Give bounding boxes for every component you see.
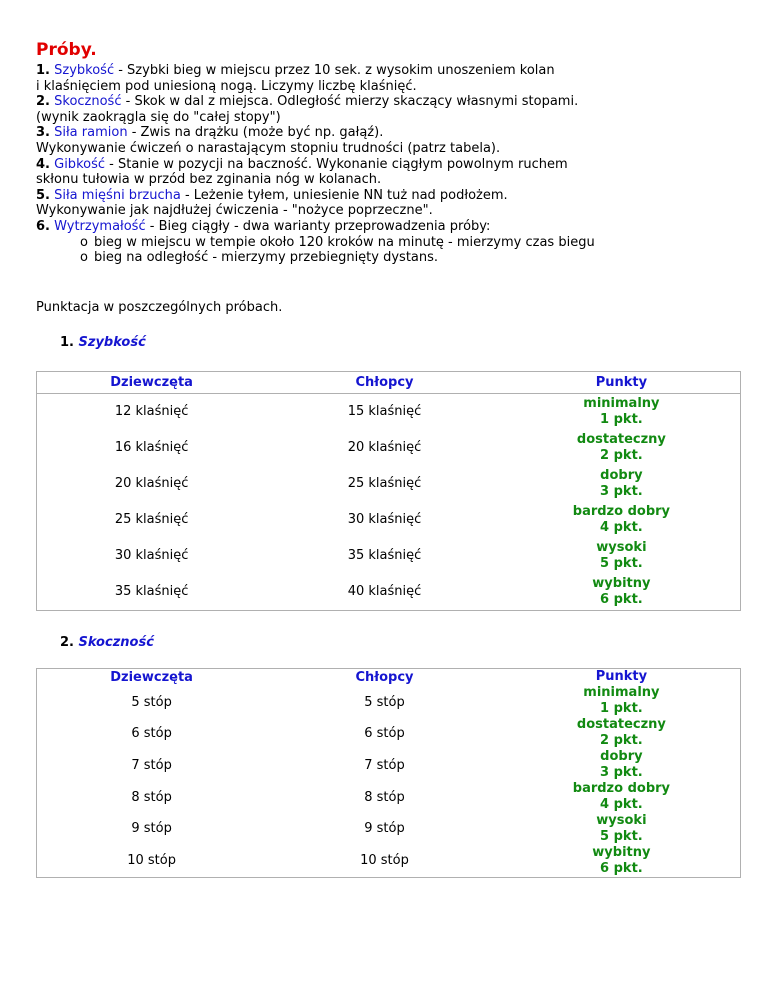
item-text-cont: skłonu tułowia w przód bez zginania nóg w kolanach. xyxy=(36,172,382,188)
section-name: Skoczność xyxy=(78,634,154,650)
boys-cell: 25 klaśnięć xyxy=(347,476,422,492)
column-header: Chłopcy xyxy=(266,371,503,393)
scores-table-szybkosc xyxy=(36,371,741,611)
item-text: - Skok w dal z miejsca. Odległość mierzy skaczący własnymi stopami. xyxy=(121,94,579,110)
points-level: wysoki xyxy=(596,812,647,828)
points-value: 2 pkt. xyxy=(600,447,643,463)
section-name: Szybkość xyxy=(78,335,146,351)
scores-table-skocznosc xyxy=(36,668,741,878)
item-text: - Szybki bieg w miejscu przez 10 sek. z wysokim unoszeniem kolan xyxy=(114,63,555,78)
variant-list xyxy=(36,235,736,266)
item-number: 6. xyxy=(36,218,50,234)
test-item xyxy=(36,157,736,188)
item-text-cont: Wykonywanie ćwiczeń o narastającym stopniu trudności (patrz tabela). xyxy=(36,140,501,156)
points-level: minimalny xyxy=(583,684,660,700)
points-level: dobry xyxy=(600,748,643,764)
points-value: 4 pkt. xyxy=(600,519,643,535)
boys-cell: 5 stóp xyxy=(364,694,405,710)
girls-cell: 5 stóp xyxy=(131,694,172,710)
points-cell xyxy=(503,393,741,430)
boys-cell: 15 klaśnięć xyxy=(347,404,422,420)
list-item xyxy=(80,250,736,266)
table-row xyxy=(37,393,741,430)
points-stack xyxy=(503,668,741,877)
points-level: bardzo dobry xyxy=(572,503,671,519)
item-number: 1. xyxy=(36,63,50,78)
item-link-skocznosc[interactable]: Skoczność xyxy=(54,94,122,110)
section-number: 1. xyxy=(60,335,74,351)
document-page xyxy=(36,40,736,878)
test-item xyxy=(36,219,736,235)
girls-cell: 6 stóp xyxy=(131,726,172,742)
test-list xyxy=(36,63,736,266)
table-row xyxy=(37,430,741,466)
list-item-text: bieg na odległość - mierzymy przebiegnięty dystans. xyxy=(94,250,439,266)
table-row xyxy=(37,668,741,687)
table-row xyxy=(37,502,741,538)
points-level: wysoki xyxy=(596,539,647,555)
test-item xyxy=(36,125,736,156)
boys-cell: 30 klaśnięć xyxy=(347,512,422,528)
points-value: 4 pkt. xyxy=(600,796,643,812)
bullet-icon: o xyxy=(80,234,88,250)
girls-cell: 10 stóp xyxy=(127,852,176,868)
column-header: Chłopcy xyxy=(355,669,414,685)
table-row xyxy=(37,538,741,574)
table-header-row xyxy=(37,371,741,393)
item-number: 4. xyxy=(36,156,50,172)
column-header: Punkty xyxy=(503,371,741,393)
points-level: dostateczny xyxy=(576,431,666,447)
girls-cell: 25 klaśnięć xyxy=(114,512,189,528)
item-text: - Zwis na drążku (może być np. gałąź). xyxy=(127,125,384,141)
item-link-gibkosc[interactable]: Gibkość xyxy=(54,156,106,172)
points-value: 1 pkt. xyxy=(600,700,643,716)
column-header: Dziewczęta xyxy=(37,371,267,393)
section-title xyxy=(60,635,736,651)
test-item xyxy=(36,63,736,94)
item-text: - Leżenie tyłem, uniesienie NN tuż nad podłożem. xyxy=(180,187,508,203)
girls-cell: 16 klaśnięć xyxy=(114,440,189,456)
points-level: wybitny xyxy=(592,844,651,860)
section-number: 2. xyxy=(60,634,74,650)
item-text-cont: Wykonywanie jak najdłużej ćwiczenia - "nożyce poprzeczne". xyxy=(36,203,433,219)
points-cell xyxy=(503,538,741,574)
points-value: 6 pkt. xyxy=(600,860,643,876)
girls-cell: 30 klaśnięć xyxy=(114,548,189,564)
item-text-cont: (wynik zaokrągla się do "całej stopy") xyxy=(36,109,281,125)
points-value: 3 pkt. xyxy=(600,483,643,499)
table-row xyxy=(37,574,741,611)
list-item-text: bieg w miejscu w tempie około 120 kroków na minutę - mierzymy czas biegu xyxy=(94,234,595,250)
item-link-wytrzymalosc[interactable]: Wytrzymałość xyxy=(54,218,146,234)
points-cell xyxy=(503,502,741,538)
item-number: 2. xyxy=(36,94,50,110)
boys-cell: 10 stóp xyxy=(360,852,409,868)
boys-cell: 7 stóp xyxy=(364,758,405,774)
points-value: 1 pkt. xyxy=(600,411,643,427)
girls-cell: 7 stóp xyxy=(131,758,172,774)
column-header: Punkty xyxy=(595,668,648,684)
points-cell xyxy=(503,574,741,611)
column-header: Dziewczęta xyxy=(110,669,193,685)
item-text: - Bieg ciągły - dwa warianty przeprowadzenia próby: xyxy=(145,218,491,234)
item-link-szybkosc[interactable]: Szybkość xyxy=(54,63,115,78)
item-number: 3. xyxy=(36,125,50,141)
item-link-sila-ramion[interactable]: Siła ramion xyxy=(54,125,128,141)
list-item xyxy=(80,235,736,251)
girls-cell: 35 klaśnięć xyxy=(114,584,189,600)
points-level: dobry xyxy=(600,467,643,483)
item-number: 5. xyxy=(36,187,50,203)
points-cell xyxy=(503,466,741,502)
points-value: 3 pkt. xyxy=(600,764,643,780)
points-value: 6 pkt. xyxy=(600,591,643,607)
boys-cell: 9 stóp xyxy=(364,821,405,837)
points-value: 5 pkt. xyxy=(600,828,643,844)
page-title: Próby. xyxy=(36,40,97,60)
points-level: minimalny xyxy=(583,395,660,411)
item-text: - Stanie w pozycji na baczność. Wykonanie ciągłym powolnym ruchem xyxy=(105,156,568,172)
points-value: 2 pkt. xyxy=(600,732,643,748)
boys-cell: 8 stóp xyxy=(364,789,405,805)
item-text-cont: i klaśnięciem pod uniesioną nogą. Liczymy liczbę klaśnięć. xyxy=(36,78,417,94)
girls-cell: 8 stóp xyxy=(131,789,172,805)
points-level: bardzo dobry xyxy=(572,780,671,796)
points-level: dostateczny xyxy=(576,716,666,732)
boys-cell: 6 stóp xyxy=(364,726,405,742)
table-row xyxy=(37,466,741,502)
section-title xyxy=(60,335,736,351)
scoring-intro: Punktacja w poszczególnych próbach. xyxy=(36,299,283,315)
bullet-icon: o xyxy=(80,250,88,266)
item-link-sila-miesni-brzucha[interactable]: Siła mięśni brzucha xyxy=(54,187,181,203)
points-value: 5 pkt. xyxy=(600,555,643,571)
boys-cell: 40 klaśnięć xyxy=(347,584,422,600)
test-item xyxy=(36,188,736,219)
girls-cell: 9 stóp xyxy=(131,821,172,837)
test-item xyxy=(36,94,736,125)
boys-cell: 35 klaśnięć xyxy=(347,548,422,564)
points-level: wybitny xyxy=(592,575,651,591)
girls-cell: 20 klaśnięć xyxy=(114,476,189,492)
girls-cell: 12 klaśnięć xyxy=(114,404,189,420)
boys-cell: 20 klaśnięć xyxy=(347,440,422,456)
points-cell xyxy=(503,430,741,466)
